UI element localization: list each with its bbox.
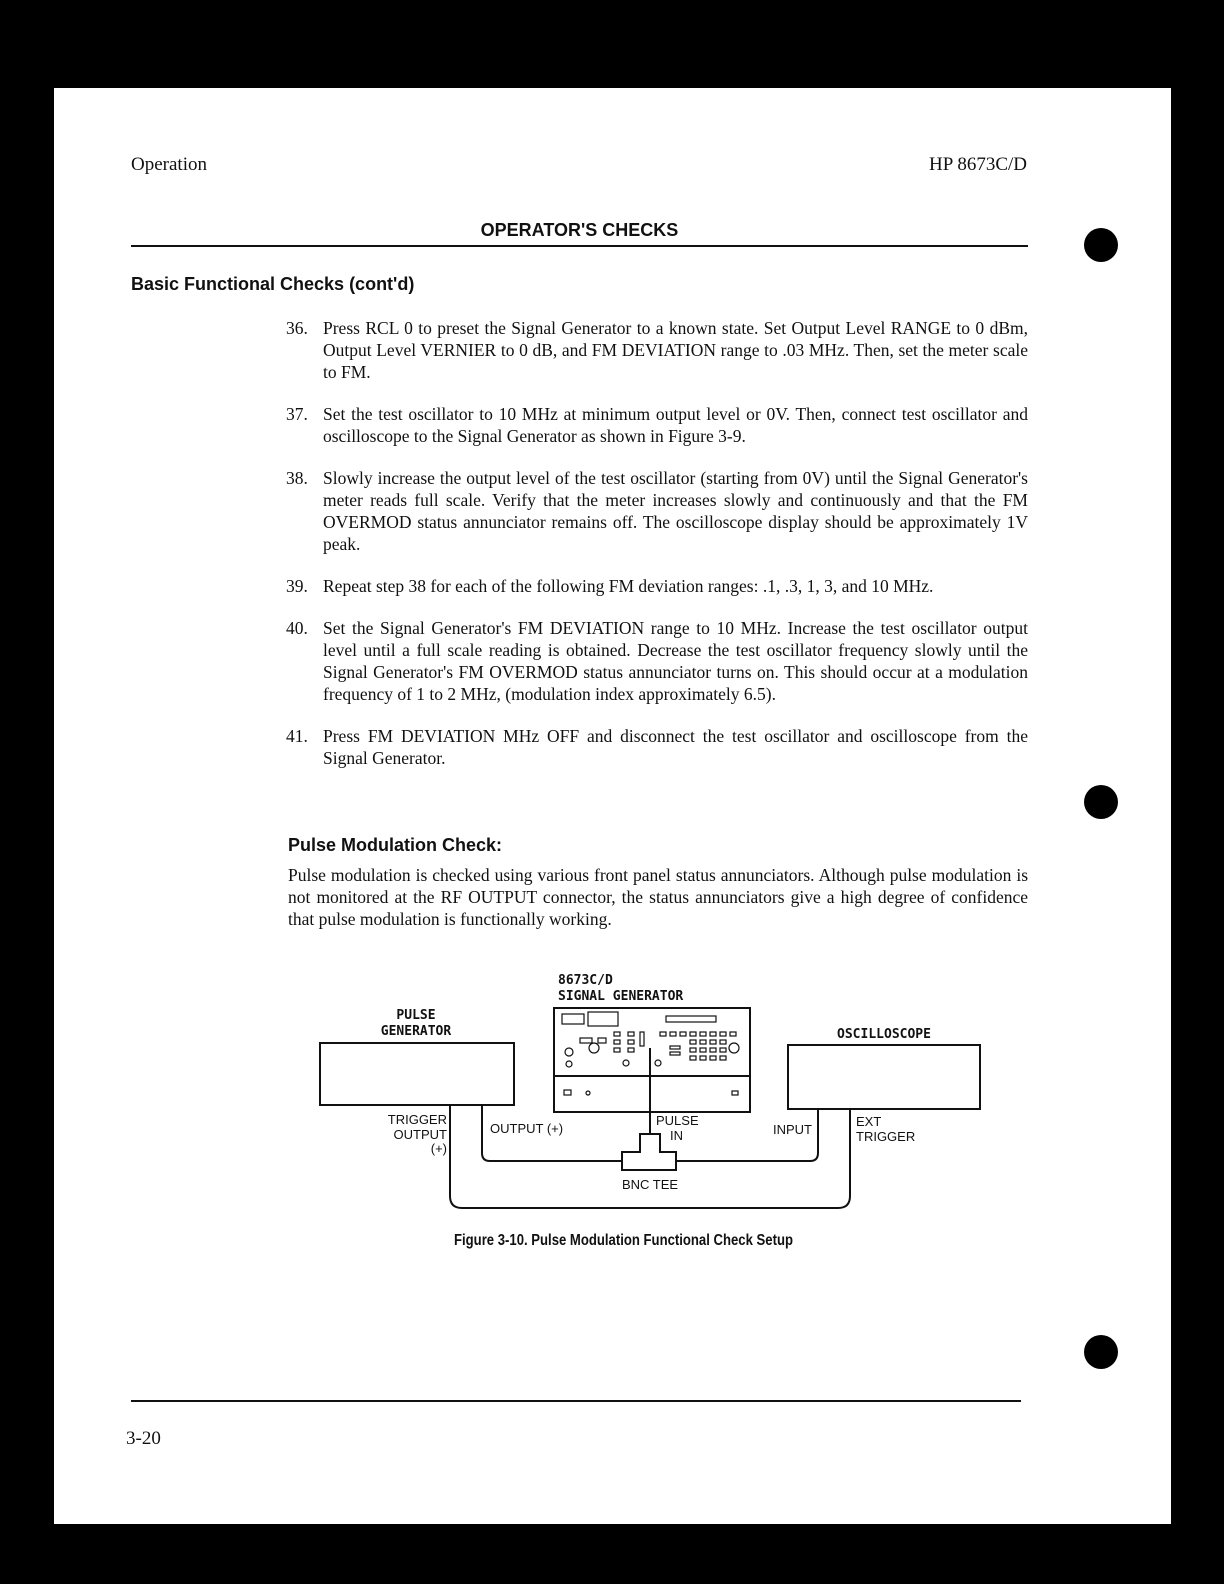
oscilloscope-box bbox=[788, 1045, 980, 1109]
punch-hole bbox=[1084, 785, 1118, 819]
document-page bbox=[54, 88, 1171, 1524]
trigger-output-label-line1: TRIGGER bbox=[387, 1112, 447, 1127]
signal-generator-body bbox=[554, 1008, 750, 1112]
pulse-gen-label-line2: GENERATOR bbox=[380, 1024, 452, 1039]
siggen-model-label: 8673C/D bbox=[558, 973, 613, 988]
running-header-model: HP 8673C/D bbox=[928, 154, 1027, 175]
pulse-mod-paragraph: Pulse modulation is checked using various front panel status annunciators. Although pulse modulation is not monitored at the RF OUTPUT connector, the status annunciators give a high degree of confidence that pulse modulation is functionally working. bbox=[288, 865, 1028, 929]
step-text: Press RCL 0 to preset the Signal Generator to a known state. Set Output Level RANGE to 0 dBm, Output Level VERNIER to 0 dB, and FM DEVIATION range to .03 MHz. Then, set the meter scale to FM. bbox=[323, 318, 1028, 382]
signal-generator-lower-panel bbox=[554, 1076, 750, 1112]
pulse-gen-label-line1: PULSE bbox=[396, 1008, 436, 1023]
step-41 bbox=[286, 725, 1028, 769]
step-number: 39. bbox=[286, 576, 308, 596]
step-text: Slowly increase the output level of the test oscillator (starting from 0V) until the Signal Generator's meter reads full scale. Verify that the meter increases slowly and continuously and that the FM OVERMOD status annunciator remains off. The oscilloscope display should be approximately 1V peak. bbox=[323, 468, 1028, 554]
step-39 bbox=[286, 575, 1028, 597]
step-number: 41. bbox=[286, 726, 308, 746]
step-number: 40. bbox=[286, 618, 308, 638]
setup-diagram bbox=[54, 88, 1171, 1524]
input-label: INPUT bbox=[773, 1122, 812, 1137]
step-number: 36. bbox=[286, 318, 308, 338]
oscilloscope-label: OSCILLOSCOPE bbox=[837, 1027, 931, 1042]
step-text: Press FM DEVIATION MHz OFF and disconnect the test oscillator and oscilloscope from the Signal Generator. bbox=[323, 726, 1028, 768]
footer-rule bbox=[131, 1400, 1021, 1402]
running-header-section: Operation bbox=[131, 154, 207, 175]
signal-generator-front-panel bbox=[562, 1012, 739, 1095]
bnc-tee-label: BNC TEE bbox=[621, 1177, 679, 1192]
punch-hole bbox=[1084, 1335, 1118, 1369]
subsection-heading: Basic Functional Checks (cont'd) bbox=[131, 274, 415, 294]
step-text: Set the test oscillator to 10 MHz at minimum output level or 0V. Then, connect test oscillator and oscilloscope to the Signal Generator as shown in Figure 3-9. bbox=[323, 404, 1028, 446]
step-text: Set the Signal Generator's FM DEVIATION range to 10 MHz. Increase the test oscillator output level until a full scale reading is obtained. Decrease the test oscillator frequency slowly until the Signal Generator's FM OVERMOD status annunciator turns on. This should occur at a modulation frequency of 1 to 2 MHz, (modulation index approximately 6.5). bbox=[323, 618, 1028, 704]
step-text: Repeat step 38 for each of the following FM deviation ranges: .1, .3, 1, 3, and 10 MHz. bbox=[323, 576, 934, 596]
step-36 bbox=[286, 317, 1028, 383]
step-40 bbox=[286, 617, 1028, 705]
pulse-generator-box bbox=[320, 1043, 514, 1105]
pulse-mod-heading: Pulse Modulation Check: bbox=[288, 835, 503, 855]
header-rule bbox=[131, 245, 1028, 247]
punch-hole bbox=[1084, 228, 1118, 262]
trigger-output-label-line2: OUTPUT bbox=[393, 1127, 447, 1142]
ext-trigger-label-line2: TRIGGER bbox=[856, 1129, 916, 1144]
figure-caption: Figure 3-10. Pulse Modulation Functional Check Setup bbox=[454, 1232, 793, 1249]
output-plus-label: OUTPUT (+) bbox=[490, 1121, 564, 1136]
trigger-output-label-line3: (+) bbox=[430, 1141, 447, 1156]
pulse-in-label-line1: PULSE bbox=[656, 1113, 699, 1128]
page-number: 3-20 bbox=[126, 1428, 161, 1449]
procedure-steps bbox=[286, 317, 1028, 769]
step-38 bbox=[286, 467, 1028, 555]
pulse-in-label-line2: IN bbox=[670, 1128, 683, 1143]
section-title: OPERATOR'S CHECKS bbox=[480, 220, 679, 240]
ext-trigger-label-line1: EXT bbox=[856, 1114, 882, 1129]
step-number: 38. bbox=[286, 468, 308, 488]
step-37 bbox=[286, 403, 1028, 447]
siggen-name-label: SIGNAL GENERATOR bbox=[558, 989, 684, 1004]
step-number: 37. bbox=[286, 404, 308, 424]
